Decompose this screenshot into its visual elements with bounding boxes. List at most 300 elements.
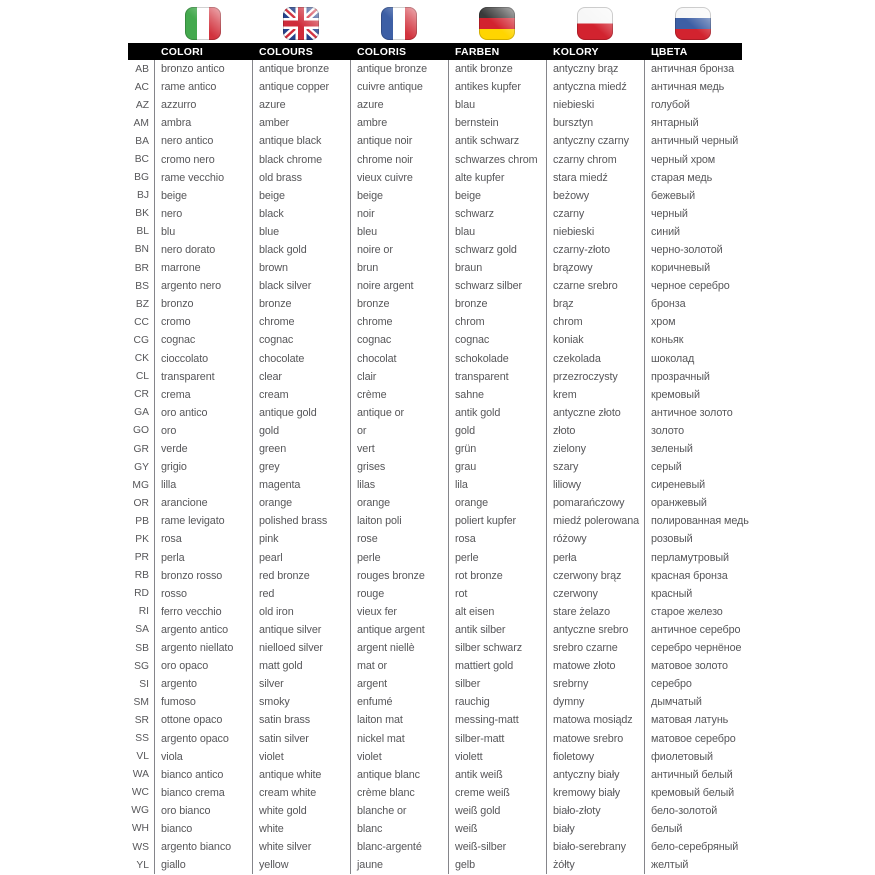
cell-it: fumoso (154, 693, 252, 711)
cell-it: cognac (154, 331, 252, 349)
cell-pl: matowa mosiądz (546, 711, 644, 729)
cell-it: giallo (154, 856, 252, 874)
cell-de: beige (448, 187, 546, 205)
cell-it: oro antico (154, 404, 252, 422)
cell-it: nero dorato (154, 241, 252, 259)
table-row (128, 766, 742, 784)
cell-fr: blanc (350, 820, 448, 838)
cell-fr: antique or (350, 404, 448, 422)
cell-it: perla (154, 549, 252, 567)
cell-en: magenta (252, 476, 350, 494)
cell-fr: enfumé (350, 693, 448, 711)
cell-en: azure (252, 96, 350, 114)
cell-ru: шоколад (644, 350, 742, 368)
cell-ru: розовый (644, 530, 742, 548)
cell-de: schokolade (448, 350, 546, 368)
cell-code: SG (134, 660, 149, 672)
table-row (128, 585, 742, 603)
cell-de: silber schwarz (448, 639, 546, 657)
table-row (128, 530, 742, 548)
cell-it: rame antico (154, 78, 252, 96)
cell-de: schwarz gold (448, 241, 546, 259)
cell-pl: zielony (546, 440, 644, 458)
cell-it: rosa (154, 530, 252, 548)
cell-it: azzurro (154, 96, 252, 114)
cell-fr: vieux cuivre (350, 169, 448, 187)
cell-en: smoky (252, 693, 350, 711)
cell-en: red (252, 585, 350, 603)
cell-code: WS (132, 841, 149, 853)
column-header-polish: KOLORY (553, 45, 599, 58)
cell-ru: красный (644, 585, 742, 603)
cell-it: nero (154, 205, 252, 223)
flags-row (128, 7, 742, 41)
cell-fr: rose (350, 530, 448, 548)
cell-en: silver (252, 675, 350, 693)
cell-en: brown (252, 259, 350, 277)
cell-code: AM (133, 117, 149, 129)
cell-ru: дымчатый (644, 693, 742, 711)
table-row (128, 820, 742, 838)
table-row (128, 169, 742, 187)
cell-en: chrome (252, 313, 350, 331)
cell-pl: złoto (546, 422, 644, 440)
cell-code: MG (132, 479, 149, 491)
cell-it: bianco antico (154, 766, 252, 784)
cell-en: antique white (252, 766, 350, 784)
cell-pl: czerwony (546, 585, 644, 603)
cell-it: argento opaco (154, 729, 252, 747)
cell-ru: кремовый белый (644, 784, 742, 802)
cell-de: schwarz silber (448, 277, 546, 295)
cell-en: white (252, 820, 350, 838)
cell-pl: czarny chrom (546, 150, 644, 168)
cell-code: PB (135, 515, 149, 527)
cell-ru: полированная медь (644, 512, 742, 530)
table-row (128, 78, 742, 96)
cell-fr: bleu (350, 223, 448, 241)
cell-code: BA (135, 135, 149, 147)
cell-en: black chrome (252, 150, 350, 168)
table-row (128, 96, 742, 114)
cell-de: cognac (448, 331, 546, 349)
cell-pl: liliowy (546, 476, 644, 494)
cell-fr: laiton mat (350, 711, 448, 729)
cell-ru: матовая латунь (644, 711, 742, 729)
cell-fr: noire or (350, 241, 448, 259)
table-row (128, 223, 742, 241)
cell-en: orange (252, 494, 350, 512)
cell-it: transparent (154, 368, 252, 386)
cell-it: oro opaco (154, 657, 252, 675)
cell-fr: clair (350, 368, 448, 386)
cell-fr: argent (350, 675, 448, 693)
cell-ru: черный хром (644, 150, 742, 168)
cell-pl: brązowy (546, 259, 644, 277)
cell-code: GA (134, 407, 149, 419)
cell-fr: vieux fer (350, 603, 448, 621)
cell-de: mattiert gold (448, 657, 546, 675)
cell-code: SM (133, 696, 149, 708)
cell-de: antik gold (448, 404, 546, 422)
cell-pl: antyczne srebro (546, 621, 644, 639)
cell-de: schwarz (448, 205, 546, 223)
cell-fr: chrome noir (350, 150, 448, 168)
cell-ru: старое железо (644, 603, 742, 621)
cell-de: weiß (448, 820, 546, 838)
cell-de: antikes kupfer (448, 78, 546, 96)
cell-code: BC (134, 154, 149, 166)
cell-code: CR (134, 389, 149, 401)
cell-en: satin silver (252, 729, 350, 747)
cell-code: AC (134, 81, 149, 93)
cell-fr: vert (350, 440, 448, 458)
cell-pl: antyczny brąz (546, 60, 644, 78)
cell-pl: czerwony brąz (546, 567, 644, 585)
cell-ru: серебро (644, 675, 742, 693)
cell-de: schwarzes chrom (448, 150, 546, 168)
cell-ru: бежевый (644, 187, 742, 205)
cell-pl: antyczna miedź (546, 78, 644, 96)
cell-de: messing-matt (448, 711, 546, 729)
table-row (128, 132, 742, 150)
column-header-italian: COLORI (161, 45, 204, 58)
cell-fr: noire argent (350, 277, 448, 295)
cell-de: rosa (448, 530, 546, 548)
cell-pl: miedź polerowana (546, 512, 644, 530)
cell-it: ottone opaco (154, 711, 252, 729)
cell-code: WA (132, 769, 149, 781)
cell-ru: черное серебро (644, 277, 742, 295)
cell-de: silber-matt (448, 729, 546, 747)
cell-ru: бронза (644, 295, 742, 313)
table-row (128, 259, 742, 277)
cell-it: bianco crema (154, 784, 252, 802)
cell-ru: оранжевый (644, 494, 742, 512)
cell-en: antique copper (252, 78, 350, 96)
table-row (128, 657, 742, 675)
cell-code: PR (134, 552, 149, 564)
cell-ru: сиреневый (644, 476, 742, 494)
table-row (128, 187, 742, 205)
cell-en: blue (252, 223, 350, 241)
cell-de: blau (448, 96, 546, 114)
cell-it: nero antico (154, 132, 252, 150)
table-row (128, 114, 742, 132)
table-row (128, 205, 742, 223)
cell-fr: crème blanc (350, 784, 448, 802)
cell-it: viola (154, 748, 252, 766)
cell-fr: antique argent (350, 621, 448, 639)
cell-it: verde (154, 440, 252, 458)
cell-code: BJ (136, 190, 149, 202)
cell-de: rot (448, 585, 546, 603)
cell-de: weiß gold (448, 802, 546, 820)
cell-ru: античная бронза (644, 60, 742, 78)
cell-code: SS (135, 733, 149, 745)
cell-en: antique gold (252, 404, 350, 422)
cell-de: gold (448, 422, 546, 440)
cell-de: bronze (448, 295, 546, 313)
cell-it: rame vecchio (154, 169, 252, 187)
cell-de: poliert kupfer (448, 512, 546, 530)
cell-it: ambra (154, 114, 252, 132)
cell-fr: antique noir (350, 132, 448, 150)
table-row (128, 748, 742, 766)
table-row (128, 856, 742, 874)
cell-fr: brun (350, 259, 448, 277)
cell-pl: kremowy biały (546, 784, 644, 802)
cell-pl: czekolada (546, 350, 644, 368)
cell-pl: antyczne złoto (546, 404, 644, 422)
cell-pl: czarne srebro (546, 277, 644, 295)
cell-it: cromo nero (154, 150, 252, 168)
cell-it: rosso (154, 585, 252, 603)
cell-code: GY (134, 461, 149, 473)
column-header-russian: ЦВЕТА (651, 45, 688, 58)
flag-poland-icon (546, 7, 644, 41)
cell-ru: бело-золотой (644, 802, 742, 820)
cell-fr: bronze (350, 295, 448, 313)
table-row (128, 277, 742, 295)
cell-fr: argent niellè (350, 639, 448, 657)
cell-en: cream white (252, 784, 350, 802)
table-row (128, 675, 742, 693)
cell-ru: античное серебро (644, 621, 742, 639)
cell-code: GR (133, 443, 149, 455)
cell-ru: черный (644, 205, 742, 223)
cell-fr: blanche or (350, 802, 448, 820)
cell-de: rauchig (448, 693, 546, 711)
color-table (128, 7, 749, 874)
cell-en: matt gold (252, 657, 350, 675)
cell-code: CC (134, 316, 149, 328)
cell-pl: koniak (546, 331, 644, 349)
cell-fr: or (350, 422, 448, 440)
table-row (128, 549, 742, 567)
cell-en: white gold (252, 802, 350, 820)
cell-pl: beżowy (546, 187, 644, 205)
cell-fr: violet (350, 748, 448, 766)
cell-code: BS (135, 280, 149, 292)
cell-pl: pomarańczowy (546, 494, 644, 512)
cell-fr: mat or (350, 657, 448, 675)
cell-en: grey (252, 458, 350, 476)
table-row (128, 386, 742, 404)
cell-code: CK (134, 353, 149, 365)
cell-fr: cuivre antique (350, 78, 448, 96)
cell-en: gold (252, 422, 350, 440)
cell-en: yellow (252, 856, 350, 874)
cell-ru: синий (644, 223, 742, 241)
table-row (128, 567, 742, 585)
cell-pl: antyczny biały (546, 766, 644, 784)
column-header-french: COLORIS (357, 45, 407, 58)
cell-fr: antique blanc (350, 766, 448, 784)
table-row (128, 241, 742, 259)
flag-italy-icon (154, 7, 252, 41)
cell-fr: azure (350, 96, 448, 114)
cell-en: white silver (252, 838, 350, 856)
cell-code: GO (132, 425, 149, 437)
cell-ru: серебро чернёное (644, 639, 742, 657)
cell-pl: stare żelazo (546, 603, 644, 621)
cell-pl: niebieski (546, 223, 644, 241)
cell-it: bronzo antico (154, 60, 252, 78)
cell-de: creme weiß (448, 784, 546, 802)
cell-pl: antyczny czarny (546, 132, 644, 150)
table-row (128, 512, 749, 530)
table-row (128, 368, 742, 386)
cell-en: polished brass (252, 512, 350, 530)
cell-de: blau (448, 223, 546, 241)
table-body (128, 60, 749, 874)
cell-ru: кремовый (644, 386, 742, 404)
cell-ru: коричневый (644, 259, 742, 277)
cell-pl: matowe srebro (546, 729, 644, 747)
cell-code: BZ (135, 298, 149, 310)
cell-pl: matowe złoto (546, 657, 644, 675)
cell-code: WG (131, 805, 149, 817)
cell-fr: blanc-argenté (350, 838, 448, 856)
cell-code: BN (134, 244, 149, 256)
cell-it: argento (154, 675, 252, 693)
cell-de: rot bronze (448, 567, 546, 585)
cell-it: cioccolato (154, 350, 252, 368)
flag-russia-icon (644, 7, 742, 41)
cell-de: grün (448, 440, 546, 458)
cell-pl: różowy (546, 530, 644, 548)
cell-it: arancione (154, 494, 252, 512)
cell-en: satin brass (252, 711, 350, 729)
cell-it: argento niellato (154, 639, 252, 657)
column-header-german: FARBEN (455, 45, 500, 58)
table-row (128, 693, 742, 711)
cell-it: marrone (154, 259, 252, 277)
cell-fr: jaune (350, 856, 448, 874)
cell-it: crema (154, 386, 252, 404)
cell-ru: античный черный (644, 132, 742, 150)
cell-it: beige (154, 187, 252, 205)
table-header-bar (128, 43, 742, 60)
cell-pl: dymny (546, 693, 644, 711)
cell-it: oro (154, 422, 252, 440)
cell-it: argento antico (154, 621, 252, 639)
cell-ru: золото (644, 422, 742, 440)
table-row (128, 639, 742, 657)
cell-de: gelb (448, 856, 546, 874)
cell-ru: красная бронза (644, 567, 742, 585)
cell-it: lilla (154, 476, 252, 494)
cell-en: pearl (252, 549, 350, 567)
cell-pl: stara miedź (546, 169, 644, 187)
cell-en: green (252, 440, 350, 458)
cell-code: AB (135, 63, 149, 75)
table-row (128, 60, 742, 78)
cell-fr: cognac (350, 331, 448, 349)
cell-fr: perle (350, 549, 448, 567)
cell-code: VL (136, 751, 149, 763)
table-row (128, 603, 742, 621)
cell-pl: przezroczysty (546, 368, 644, 386)
table-row (128, 729, 742, 747)
cell-code: PK (135, 533, 149, 545)
cell-en: old brass (252, 169, 350, 187)
cell-ru: черно-золотой (644, 241, 742, 259)
cell-en: red bronze (252, 567, 350, 585)
cell-de: antik bronze (448, 60, 546, 78)
table-row (128, 838, 742, 856)
flag-uk-icon (252, 7, 350, 41)
cell-it: bianco (154, 820, 252, 838)
cell-pl: czarny (546, 205, 644, 223)
cell-ru: зеленый (644, 440, 742, 458)
cell-pl: czarny-złoto (546, 241, 644, 259)
table-row (128, 784, 742, 802)
cell-de: orange (448, 494, 546, 512)
cell-code: SI (139, 678, 149, 690)
cell-en: amber (252, 114, 350, 132)
cell-pl: srebrny (546, 675, 644, 693)
cell-pl: biały (546, 820, 644, 838)
cell-de: perle (448, 549, 546, 567)
cell-de: transparent (448, 368, 546, 386)
cell-de: grau (448, 458, 546, 476)
cell-fr: lilas (350, 476, 448, 494)
cell-de: silber (448, 675, 546, 693)
cell-code: BR (134, 262, 149, 274)
column-header-english: COLOURS (259, 45, 313, 58)
cell-ru: матовое серебро (644, 729, 742, 747)
cell-de: alt eisen (448, 603, 546, 621)
cell-en: pink (252, 530, 350, 548)
cell-ru: античная медь (644, 78, 742, 96)
cell-en: cognac (252, 331, 350, 349)
cell-pl: niebieski (546, 96, 644, 114)
cell-code: WC (131, 787, 149, 799)
cell-de: bernstein (448, 114, 546, 132)
cell-it: argento nero (154, 277, 252, 295)
cell-it: bronzo rosso (154, 567, 252, 585)
cell-code: SA (135, 624, 149, 636)
cell-ru: прозрачный (644, 368, 742, 386)
cell-pl: żółty (546, 856, 644, 874)
table-row (128, 458, 742, 476)
cell-en: old iron (252, 603, 350, 621)
cell-code: WH (131, 823, 149, 835)
flag-germany-icon (448, 7, 546, 41)
cell-fr: beige (350, 187, 448, 205)
cell-code: YL (136, 859, 149, 871)
cell-code: RB (134, 570, 149, 582)
cell-ru: серый (644, 458, 742, 476)
cell-ru: перламутровый (644, 549, 742, 567)
cell-pl: krem (546, 386, 644, 404)
cell-de: violett (448, 748, 546, 766)
cell-fr: crème (350, 386, 448, 404)
cell-fr: nickel mat (350, 729, 448, 747)
cell-it: oro bianco (154, 802, 252, 820)
cell-en: nielloed silver (252, 639, 350, 657)
cell-pl: bursztyn (546, 114, 644, 132)
table-row (128, 621, 742, 639)
cell-code: RD (134, 588, 149, 600)
cell-pl: biało-złoty (546, 802, 644, 820)
cell-ru: коньяк (644, 331, 742, 349)
cell-code: OR (133, 497, 149, 509)
cell-pl: szary (546, 458, 644, 476)
cell-code: CL (135, 371, 149, 383)
